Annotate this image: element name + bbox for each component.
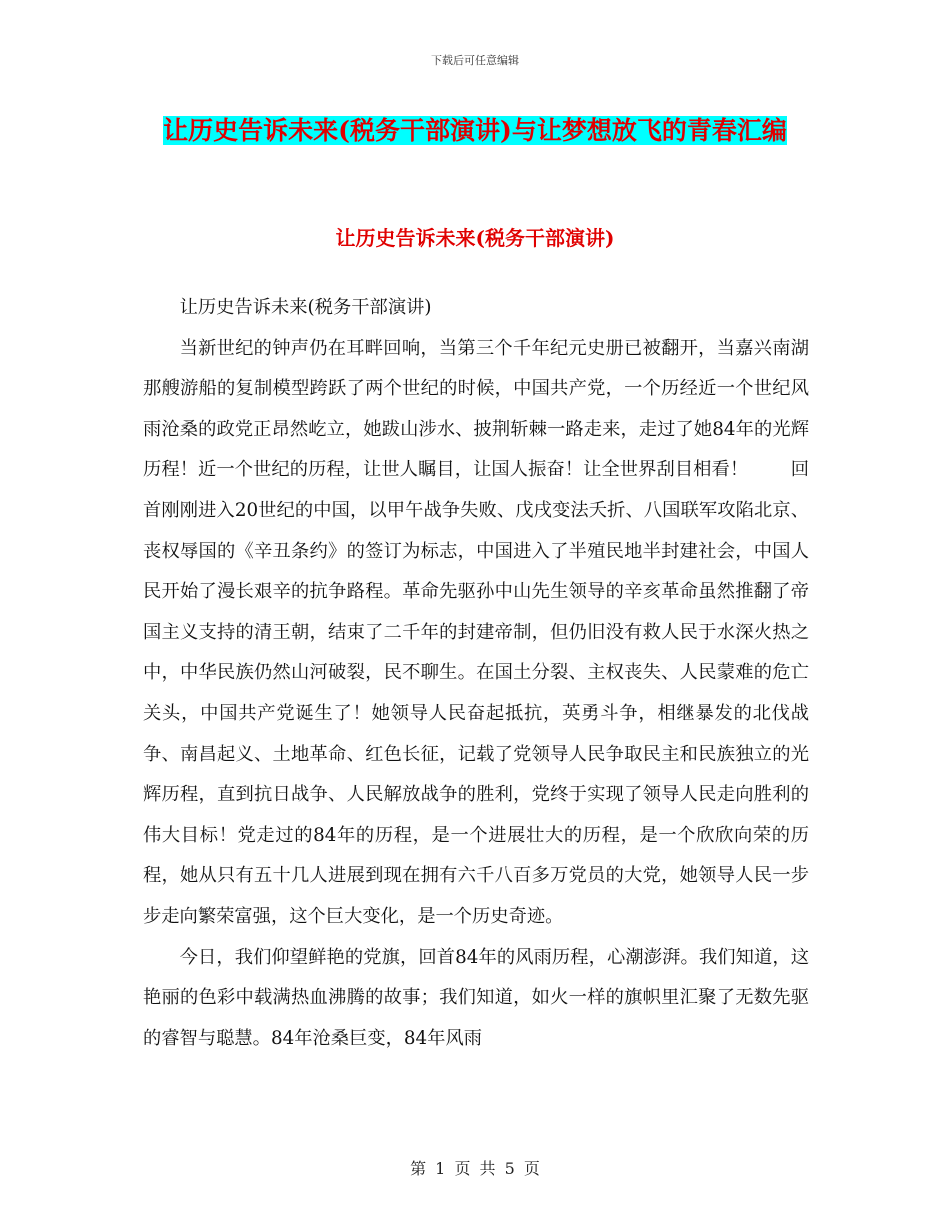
document-body <box>143 288 809 1059</box>
header-note: 下载后可任意编辑 <box>431 54 519 67</box>
page-number: 第 1 页 共 5 页 <box>410 1159 540 1178</box>
section-title: 让历史告诉未来(税务干部演讲) <box>335 226 615 250</box>
document-title-text: 让历史告诉未来(税务干部演讲)与让梦想放飞的青春汇编 <box>163 116 787 145</box>
paragraph: 当新世纪的钟声仍在耳畔回响，当第三个千年纪元史册已被翻开，当嘉兴南湖那艘游船的复制模型跨跃了两个世纪的时候，中国共产党，一个历经近一个世纪风雨沧桑的政党正昂然屹立，她跋山涉水、披荆斩棘一路走来，走过了她84年的光辉历程！近一个世纪的历程，让世人瞩目，让国人振奋！让全世界刮目相看！ 回首刚刚进入20世纪的中国，以甲午战争失败、戊戌变法夭折、八国联军攻陷北京、丧权辱国的《辛丑条约》的签订为标志，中国进入了半殖民地半封建社会，中国人民开始了漫长艰辛的抗争路程。革命先驱孙中山先生领导的辛亥革命虽然推翻了帝国主义支持的清王朝，结束了二千年的封建帝制，但仍旧没有救人民于水深火热之中，中华民族仍然山河破裂，民不聊生。在国土分裂、主权丧失、人民蒙难的危亡关头，中国共产党诞生了！她领导人民奋起抵抗，英勇斗争，相继暴发的北伐战争、南昌起义、土地革命、红色长征，记载了党领导人民争取民主和民族独立的光辉历程，直到抗日战争、人民解放战争的胜利，党终于实现了领导人民走向胜利的伟大目标！党走过的84年的历程，是一个进展壮大的历程，是一个欣欣向荣的历程，她从只有五十几人进展到现在拥有六千八百多万党员的大党，她领导人民一步步走向繁荣富强，这个巨大变化，是一个历史奇迹。 <box>143 337 809 927</box>
paragraph: 让历史告诉未来(税务干部演讲) <box>179 297 432 318</box>
paragraph: 今日，我们仰望鲜艳的党旗，回首84年的风雨历程，心潮澎湃。我们知道，这艳丽的色彩中载满热血沸腾的故事；我们知道，如火一样的旗帜里汇聚了无数先驱的睿智与聪慧。84年沧桑巨变，84年风雨 <box>143 946 809 1049</box>
document-title <box>140 108 810 153</box>
